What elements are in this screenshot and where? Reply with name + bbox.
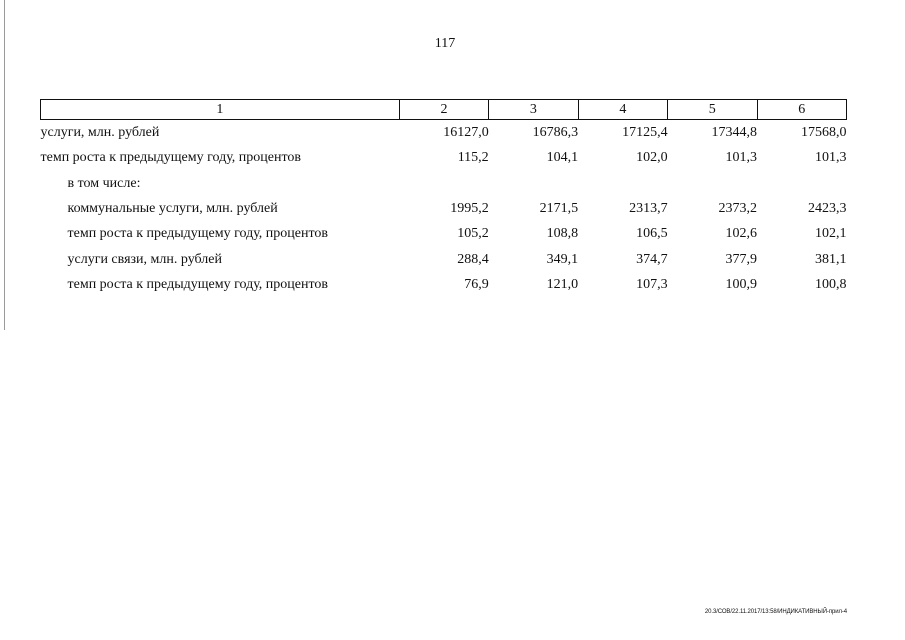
table-row	[41, 221, 847, 246]
table-cell	[399, 171, 488, 196]
table-cell: 100,9	[725, 276, 757, 292]
row-label: темп роста к предыдущему году, процентов	[67, 226, 329, 242]
row-label: в том числе:	[67, 175, 141, 191]
table-cell: 374,7	[636, 251, 668, 267]
table-row	[41, 171, 847, 196]
row-label: темп роста к предыдущему году, процентов	[40, 150, 302, 166]
table-cell	[668, 171, 757, 196]
column-header: 1	[41, 100, 400, 120]
table-cell: 17568,0	[801, 125, 847, 141]
table-cell: 100,8	[815, 276, 847, 292]
column-header: 6	[757, 100, 847, 120]
row-label: услуги связи, млн. рублей	[67, 251, 222, 267]
table-cell: 104,1	[546, 150, 579, 166]
table-cell: 102,1	[815, 226, 847, 242]
page-number: 117	[434, 36, 456, 51]
table-cell: 349,1	[546, 251, 579, 267]
table-row	[41, 272, 847, 297]
table-cell: 107,3	[636, 276, 668, 292]
table-cell: 2373,2	[718, 201, 757, 217]
table-cell: 76,9	[464, 276, 489, 292]
table-cell	[489, 171, 578, 196]
table-cell: 108,8	[546, 226, 579, 242]
table-cell: 102,6	[725, 226, 757, 242]
table-cell: 288,4	[457, 251, 489, 267]
table-cell: 2171,5	[539, 201, 579, 217]
table-cell	[578, 171, 667, 196]
footer-note: 20.3/СОВ/22.11.2017/13:58/ИНДИКАТИВНЫЙ-прил-4	[704, 609, 847, 615]
table-cell: 2313,7	[629, 201, 668, 217]
table-row	[41, 246, 847, 271]
table-cell	[757, 171, 847, 196]
table-cell: 106,5	[636, 226, 668, 242]
table-cell: 16127,0	[443, 125, 489, 141]
table-cell: 105,2	[457, 226, 489, 242]
table-cell: 1995,2	[450, 201, 489, 217]
table-cell: 16786,3	[532, 125, 579, 141]
row-label: коммунальные услуги, млн. рублей	[67, 201, 278, 217]
column-header: 2	[399, 100, 488, 120]
table-body	[41, 120, 847, 298]
table-cell: 377,9	[725, 251, 757, 267]
table-cell: 101,3	[815, 150, 847, 166]
row-label: услуги, млн. рублей	[40, 125, 160, 141]
table-row	[41, 120, 847, 146]
indicators-table	[40, 99, 847, 297]
table-row	[41, 196, 847, 221]
table-cell: 17125,4	[622, 125, 668, 141]
table-header-row	[41, 100, 847, 120]
table-cell: 101,3	[725, 150, 757, 166]
column-header: 4	[578, 100, 667, 120]
column-header: 3	[489, 100, 578, 120]
table-cell: 381,1	[815, 251, 847, 267]
table-cell: 17344,8	[711, 125, 757, 141]
table-cell: 102,0	[636, 150, 668, 166]
row-label: темп роста к предыдущему году, процентов	[67, 276, 329, 292]
table-cell: 2423,3	[808, 201, 847, 217]
table-cell: 121,0	[546, 276, 579, 292]
column-header: 5	[668, 100, 757, 120]
table-row	[41, 145, 847, 170]
table-cell: 115,2	[457, 150, 489, 166]
